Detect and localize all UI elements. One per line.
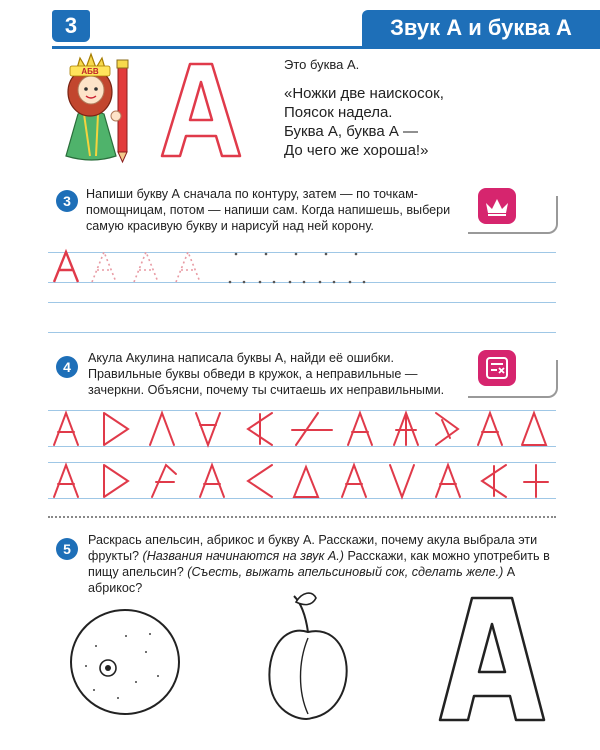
task-3-badge: 3 [56, 190, 78, 212]
letter-variant [248, 413, 272, 445]
letter-variant [436, 465, 460, 497]
poem-intro: Это буква А. [284, 57, 360, 72]
letter-a-trace [92, 252, 116, 282]
princess-badge-text: АБВ [81, 67, 99, 76]
letter-variant [394, 413, 418, 445]
poem-line: Буква А, буква А — [284, 123, 419, 140]
task-4-text: Акула Акулина написала буквы А, найди её ошибки. Правильные буквы обведи в кружок, а неправильные — зачеркни. Объясни, почему ты считаешь их неправильными. [88, 351, 445, 397]
page-number: 3 [52, 10, 90, 42]
letter-variant [292, 413, 332, 445]
task-5-hint: (Съесть, выжать апельсиновый сок, сделать желе.) [187, 565, 504, 579]
letter-variant [104, 465, 128, 497]
letter-variant [522, 413, 546, 445]
letter-variant [104, 413, 128, 445]
tracing-row [48, 246, 388, 286]
task-4-badge: 4 [56, 356, 78, 378]
coloring-letter-a [438, 596, 546, 724]
letter-variant [150, 413, 174, 445]
section-separator [48, 516, 556, 518]
header-rule [52, 46, 600, 49]
poem-line: Поясок надела. [284, 104, 393, 121]
task-5-text-end: А абрикос? [88, 565, 516, 595]
task-3-text: Напиши букву А сначала по контуру, затем — по точкам-помощницам, потом — напиши сам. Когда напишешь, выбери самую красивую букву и нарисуй над ней корону. [86, 187, 451, 233]
task-5-hint: (Названия начинаются на звук А.) [142, 549, 344, 563]
letter-variant [196, 413, 220, 445]
orange-outline [66, 606, 184, 718]
task-5-text-mid: Расскажи, как можно употребить в пищу апельсин? [88, 549, 550, 579]
letters-row-2 [48, 462, 560, 500]
letter-a-sample [54, 252, 78, 282]
apricot-outline [262, 588, 354, 724]
letter-variant [152, 465, 176, 497]
poem-line: «Ножки две наискосок, [284, 85, 444, 102]
writing-rule [48, 332, 556, 333]
letter-variant [390, 465, 414, 497]
task-5-text-main: Раскрась апельсин, абрикос и букву А. Расскажи, почему акула выбрала эти фрукты? [88, 533, 538, 563]
letter-a-trace [176, 252, 200, 282]
letter-variant [482, 465, 506, 497]
letter-variant [478, 413, 502, 445]
letter-variant [342, 465, 366, 497]
page-title: Звук А и буква А [362, 10, 600, 46]
letter-variant [524, 465, 548, 497]
princess-illustration [56, 52, 144, 164]
task-5-text [88, 532, 558, 596]
cross-out-list-icon [478, 350, 516, 386]
poem [284, 56, 444, 160]
letter-variant [348, 413, 372, 445]
writing-rule [48, 302, 556, 303]
letter-variant [294, 467, 318, 497]
poem-line: До чего же хороша!» [284, 142, 429, 159]
big-letter-a [160, 60, 244, 160]
letter-variant [248, 465, 272, 497]
letter-variant [54, 465, 78, 497]
letter-a-trace [134, 252, 158, 282]
letter-variant [54, 413, 78, 445]
task-5-badge: 5 [56, 538, 78, 560]
crown-icon [478, 188, 516, 224]
letters-row-1 [48, 410, 560, 448]
letter-variant [436, 413, 458, 445]
letter-variant [200, 465, 224, 497]
